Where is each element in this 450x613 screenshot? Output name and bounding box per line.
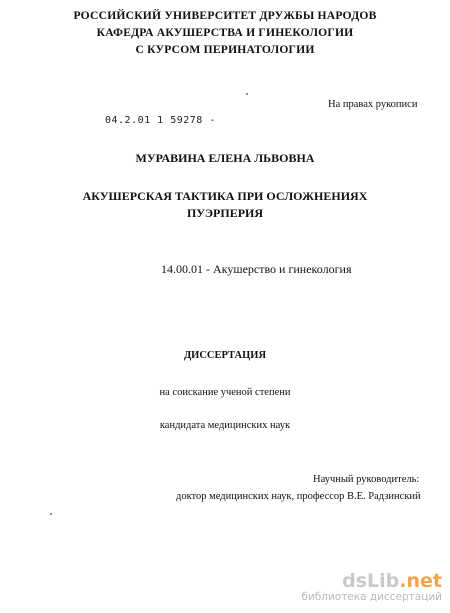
- document-type: ДИССЕРТАЦИЯ: [183, 350, 267, 361]
- specialty-code: 14.00.01 - Акушерство и гинекология: [161, 262, 352, 276]
- supervisor-name: доктор медицинских наук, профессор В.Е. Радзинский: [176, 491, 421, 502]
- scan-speck: [50, 513, 52, 515]
- author-name: МУРАВИНА ЕЛЕНА ЛЬВОВНА: [135, 151, 315, 165]
- university-name: РОССИЙСКИЙ УНИВЕРСИТЕТ ДРУЖБЫ НАРОДОВ: [73, 9, 377, 22]
- watermark-logo: dsLib.net: [342, 570, 442, 592]
- watermark-subtitle: библиотека диссертаций: [301, 591, 442, 603]
- thesis-title-line1: АКУШЕРСКАЯ ТАКТИКА ПРИ ОСЛОЖНЕНИЯХ: [82, 189, 368, 203]
- degree-line2: кандидата медицинских наук: [159, 420, 291, 431]
- registration-stamp: 04.2.01 1 59278 -: [105, 115, 216, 126]
- supervisor-label: Научный руководитель:: [313, 474, 420, 485]
- department-name: КАФЕДРА АКУШЕРСТВА И ГИНЕКОЛОГИИ: [96, 26, 354, 39]
- dslib-watermark: [292, 571, 442, 607]
- degree-line1: на соискание ученой степени: [159, 387, 291, 398]
- rights-notice: На правах рукописи: [328, 99, 418, 110]
- department-course: С КУРСОМ ПЕРИНАТОЛОГИИ: [135, 43, 315, 56]
- thesis-title-line2: ПУЭРПЕРИЯ: [186, 206, 264, 220]
- scan-speck: [246, 93, 248, 95]
